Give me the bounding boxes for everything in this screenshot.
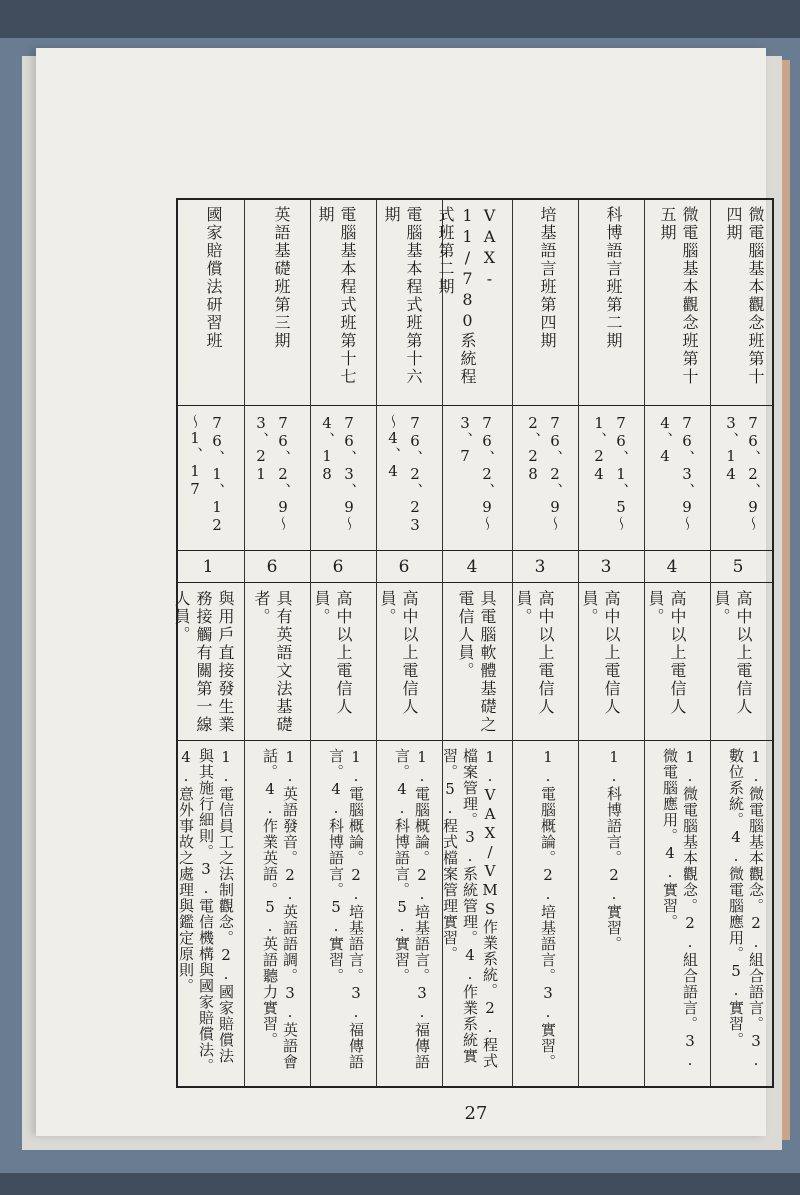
course-name: 電腦基本程式班第十七期 — [316, 206, 357, 386]
course-content: 1.電腦概論。2.培基語言。3.福傳語言。4.科博語言。5.實習。 — [393, 748, 431, 1070]
course-content: 1.電腦概論。2.培基語言。3.實習。 — [539, 748, 557, 1070]
course-qualification: 高中以上電信人員。 — [514, 590, 555, 716]
course-date: 76、2、9～3、21 — [252, 414, 292, 531]
course-count: 1 — [202, 557, 216, 577]
course-content: 1.電信員工之法制觀念。2.國家賠償法與其施行細則。3.電信機構與國家賠償法。4.意外事故之處理與鑑定原則。 — [177, 748, 235, 1074]
course-qualification: 高中以上電信人員。 — [712, 590, 753, 716]
book-page — [36, 48, 766, 1136]
course-date: 76、2、9～3、7 — [456, 414, 496, 531]
course-name: 電腦基本程式班第十六期 — [382, 206, 423, 386]
course-content: 1.微電腦基本觀念。2.組合語言。3.數位系統。4.微電腦應用。5.實習。 — [727, 748, 765, 1070]
course-count: 6 — [398, 557, 412, 577]
course-name: VAX-11/780系統程式班第二期 — [436, 206, 499, 386]
row-divider-qualification — [178, 740, 772, 741]
course-content: 1.英語發音。2.英語語調。3.英語會話。4.作業英語。5.英語聽力實習。 — [261, 748, 299, 1070]
course-name: 科博語言班第二期 — [604, 206, 623, 350]
course-table — [172, 198, 774, 1088]
course-name: 微電腦基本觀念班第十四期 — [724, 206, 765, 386]
course-date: 76、3、9～4、18 — [318, 414, 358, 531]
course-qualification: 高中以上電信人員。 — [312, 590, 353, 716]
course-qualification: 高中以上電信人員。 — [580, 590, 621, 716]
course-content: 1.科博語言。2.實習。 — [605, 748, 623, 952]
course-date: 76、2、23～4、4 — [384, 414, 424, 534]
course-content: 1.VAX/VMS作業系統。2.程式檔案管理。3.系統管理。4.作業系統實習。5.程式檔案管理實習。 — [441, 748, 499, 1069]
page-number: 27 — [464, 1103, 488, 1124]
row-divider-name — [178, 405, 772, 406]
course-name: 培基語言班第四期 — [538, 206, 557, 350]
course-date: 76、3、9～4、4 — [656, 414, 696, 531]
course-count: 4 — [666, 557, 680, 577]
course-qualification: 具有英語文法基礎者。 — [252, 590, 293, 734]
course-count: 6 — [266, 557, 280, 577]
course-name: 微電腦基本觀念班第十五期 — [658, 206, 699, 386]
course-qualification: 具電腦軟體基礎之電信人員。 — [456, 590, 497, 734]
course-count: 4 — [466, 557, 480, 577]
course-date: 76、1、5～1、24 — [590, 414, 630, 531]
course-date: 76、1、12～1、17 — [186, 414, 226, 534]
course-count: 5 — [732, 557, 746, 577]
course-qualification: 高中以上電信人員。 — [646, 590, 687, 716]
course-qualification: 高中以上電信人員。 — [378, 590, 419, 716]
course-qualification: 與用戶直接發生業務接觸有關第一線人員。 — [172, 590, 235, 734]
course-count: 3 — [600, 557, 614, 577]
row-divider-count — [178, 582, 772, 583]
course-count: 3 — [534, 557, 548, 577]
course-content: 1.電腦概論。2.培基語言。3.福傳語言。4.科博語言。5.實習。 — [327, 748, 365, 1070]
course-date: 76、2、9～3、14 — [722, 414, 762, 531]
course-count: 6 — [332, 557, 346, 577]
course-name: 英語基礎班第三期 — [272, 206, 291, 350]
row-divider-date — [178, 550, 772, 551]
course-name: 國家賠償法研習班 — [204, 206, 223, 350]
course-date: 76、2、9～2、28 — [524, 414, 564, 531]
course-content: 1.微電腦基本觀念。2.組合語言。3.微電腦應用。4.實習。 — [661, 748, 699, 1070]
column-divider — [244, 200, 245, 1086]
